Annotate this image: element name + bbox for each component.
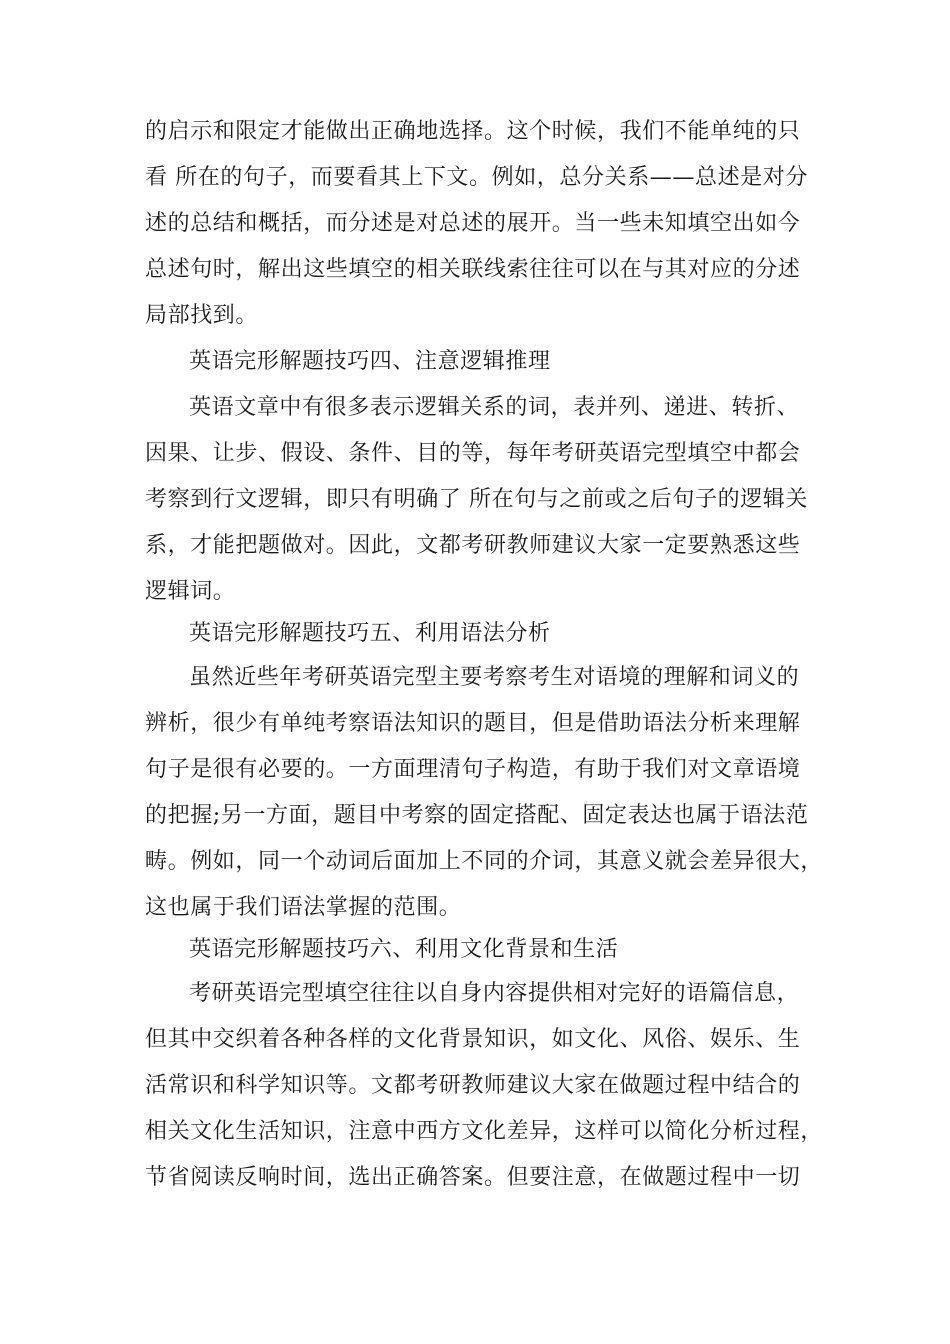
text-line: 的把握;另一方面，题目中考察的固定搭配、固定表达也属于语法范 bbox=[145, 803, 809, 828]
text-line: 的启示和限定才能做出正确地选择。这个时候，我们不能单纯的只 bbox=[145, 119, 801, 144]
section-heading: 英语完形解题技巧五、利用语法分析 bbox=[189, 621, 551, 646]
text-line: 活常识和科学知识等。文都考研教师建议大家在做题过程中结合的 bbox=[145, 1073, 801, 1098]
section-heading: 英语完形解题技巧四、注意逻辑推理 bbox=[189, 349, 551, 374]
text-line: 总述句时，解出这些填空的相关联线索往往可以在与其对应的分述 bbox=[145, 257, 801, 282]
text-line: 句子是很有必要的。一方面理清句子构造，有助于我们对文章语境 bbox=[145, 757, 801, 782]
text-line: 局部找到。 bbox=[145, 303, 259, 328]
text-line: 这也属于我们语法掌握的范围。 bbox=[145, 895, 462, 920]
text-line: 英语文章中有很多表示逻辑关系的词，表并列、递进、转折、 bbox=[189, 395, 800, 420]
text-line: 逻辑词。 bbox=[145, 579, 236, 604]
text-line: 畴。例如，同一个动词后面加上不同的介词，其意义就会差异很大， bbox=[145, 849, 824, 874]
text-line: 但其中交织着各种各样的文化背景知识，如文化、风俗、娱乐、生 bbox=[145, 1027, 801, 1052]
text-line: 考察到行文逻辑，即只有明确了 所在句与之前或之后句子的逻辑关 bbox=[145, 487, 808, 512]
text-line: 考研英语完型填空往往以自身内容提供相对完好的语篇信息， bbox=[189, 981, 800, 1006]
text-line: 系，才能把题做对。因此，文都考研教师建议大家一定要熟悉这些 bbox=[145, 533, 801, 558]
section-heading: 英语完形解题技巧六、利用文化背景和生活 bbox=[189, 937, 619, 962]
text-line: 辨析，很少有单纯考察语法知识的题目，但是借助语法分析来理解 bbox=[145, 711, 801, 736]
text-line: 节省阅读反响时间，选出正确答案。但要注意，在做题过程中一切 bbox=[145, 1165, 801, 1190]
text-line: 相关文化生活知识，注意中西方文化差异，这样可以简化分析过程， bbox=[145, 1119, 824, 1144]
text-line: 虽然近些年考研英语完型主要考察考生对语境的理解和词义的 bbox=[189, 665, 800, 690]
text-line: 看 所在的句子，而要看其上下文。例如，总分关系——总述是对分 bbox=[145, 165, 808, 190]
text-line: 述的总结和概括，而分述是对总述的展开。当一些未知填空出如今 bbox=[145, 211, 801, 236]
text-line: 因果、让步、假设、条件、目的等，每年考研英语完型填空中都会 bbox=[145, 441, 801, 466]
